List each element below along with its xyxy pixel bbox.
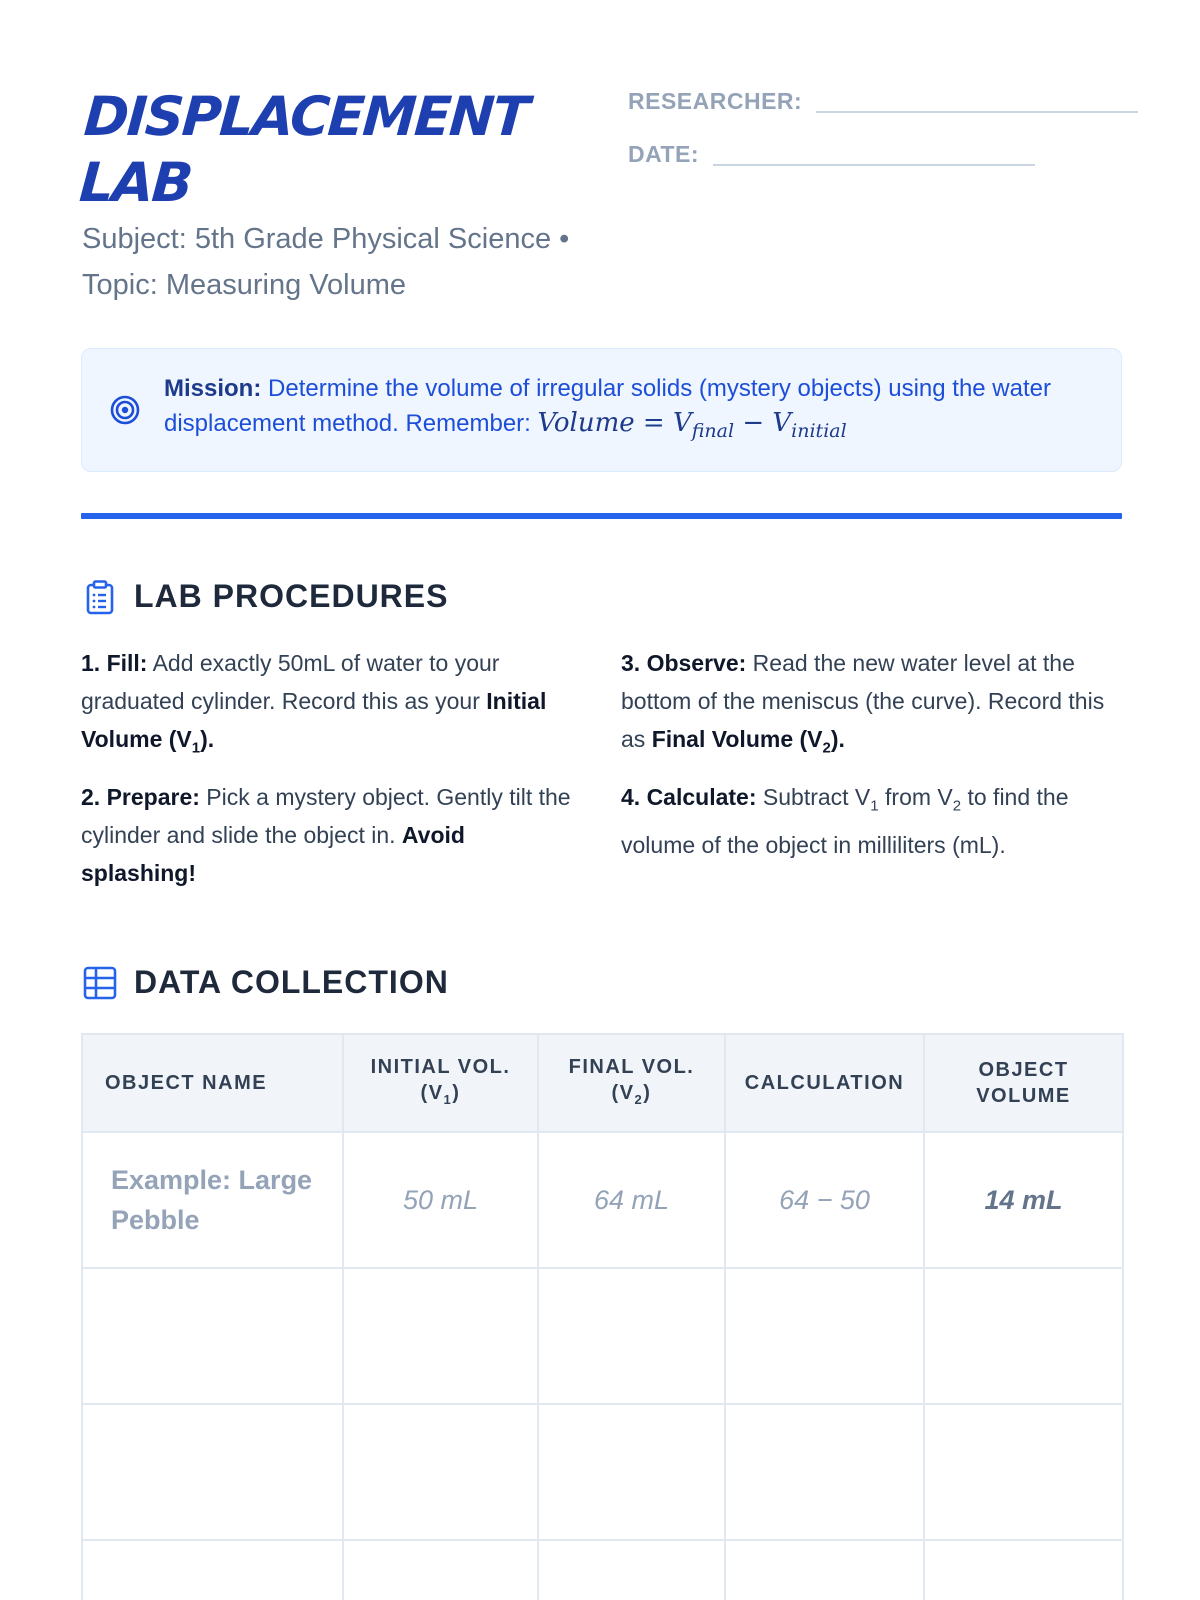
col-initial-label: INITIAL VOL. bbox=[370, 1055, 511, 1078]
clipboard-icon bbox=[82, 579, 118, 615]
col-final-sym: (V bbox=[611, 1081, 635, 1104]
date-field[interactable] bbox=[628, 141, 1035, 168]
blank-cell[interactable] bbox=[924, 1404, 1123, 1540]
step-1-end: ). bbox=[200, 726, 215, 752]
procedure-step-3 bbox=[621, 644, 1121, 768]
blank-cell[interactable] bbox=[343, 1268, 538, 1404]
researcher-field[interactable] bbox=[628, 88, 1138, 115]
step-2-bold: Avoid splashing! bbox=[81, 822, 465, 886]
researcher-line[interactable] bbox=[816, 111, 1138, 113]
formula-sub-initial: initial bbox=[791, 420, 847, 443]
mission-text bbox=[164, 372, 1097, 448]
procedures-heading bbox=[82, 578, 448, 615]
step-4-text-2: from V bbox=[878, 784, 953, 810]
step-1-text: Add exactly 50mL of water to your graduated cylinder. Record this as your bbox=[81, 650, 500, 714]
subtitle bbox=[82, 216, 642, 308]
blank-cell[interactable] bbox=[82, 1540, 343, 1600]
mission-label: Mission: bbox=[164, 374, 262, 402]
cell-calculation: 64 − 50 bbox=[725, 1132, 924, 1268]
col-object-volume bbox=[924, 1034, 1123, 1132]
table-header-row bbox=[82, 1034, 1123, 1132]
step-2-text: Pick a mystery object. Gently tilt the cylinder and slide the object in. bbox=[81, 784, 571, 848]
formula-minus: − V bbox=[734, 407, 792, 438]
mission-callout bbox=[81, 348, 1122, 472]
col-volume-line-1: OBJECT bbox=[978, 1059, 1069, 1081]
table-row bbox=[82, 1404, 1123, 1540]
date-line[interactable] bbox=[713, 164, 1035, 166]
procedure-step-1 bbox=[81, 644, 581, 768]
col-calculation: CALCULATION bbox=[725, 1034, 924, 1132]
table-icon bbox=[82, 965, 118, 1001]
step-1-label: 1. Fill: bbox=[81, 650, 148, 676]
blank-cell[interactable] bbox=[538, 1404, 725, 1540]
step-3-sub: 2 bbox=[822, 739, 831, 757]
col-final-volume: FINAL VOL. $(V_2)$ bbox=[538, 1034, 725, 1132]
blank-cell[interactable] bbox=[538, 1540, 725, 1600]
formula-part: Volume = V bbox=[537, 407, 692, 438]
blank-cell[interactable] bbox=[725, 1404, 924, 1540]
procedures-title: LAB PROCEDURES bbox=[134, 578, 449, 614]
blank-cell[interactable] bbox=[538, 1268, 725, 1404]
data-title: DATA COLLECTION bbox=[134, 964, 449, 1000]
procedure-step-4 bbox=[621, 778, 1121, 864]
blank-cell[interactable] bbox=[82, 1268, 343, 1404]
data-heading bbox=[82, 964, 449, 1001]
col-initial-volume: INITIAL VOL. $(V_1)$ bbox=[343, 1034, 538, 1132]
step-3-end: ). bbox=[830, 726, 845, 752]
blank-cell[interactable] bbox=[725, 1540, 924, 1600]
date-label: DATE: bbox=[628, 141, 700, 167]
data-table bbox=[81, 1033, 1124, 1600]
step-4-label: 4. Calculate: bbox=[621, 784, 757, 810]
step-4-text-3: to find the volume of the object in milliliters (mL). bbox=[621, 784, 1069, 858]
cell-initial-volume: 50 mL bbox=[343, 1132, 538, 1268]
blank-cell[interactable] bbox=[82, 1404, 343, 1540]
subtitle-subject: Subject: 5th Grade Physical Science • bbox=[82, 223, 570, 255]
col-final-label: FINAL VOL. bbox=[568, 1055, 695, 1078]
blank-cell[interactable] bbox=[924, 1268, 1123, 1404]
step-4-text-1: Subtract V bbox=[756, 784, 871, 810]
step-3-text: Read the new water level at the bottom of the meniscus (the curve). Record this as bbox=[621, 650, 1105, 752]
step-3-bold: Final Volume (V bbox=[651, 726, 823, 752]
formula-sub-final: final bbox=[691, 420, 735, 443]
title-line-2: LAB bbox=[77, 151, 194, 214]
blank-cell[interactable] bbox=[343, 1404, 538, 1540]
researcher-label: RESEARCHER: bbox=[628, 88, 803, 114]
table-row bbox=[82, 1268, 1123, 1404]
title-line-1: DISPLACEMENT bbox=[82, 85, 530, 148]
table-row bbox=[82, 1540, 1123, 1600]
step-4-sub-2: 2 bbox=[952, 797, 962, 815]
col-object-name: OBJECT NAME bbox=[82, 1034, 343, 1132]
blank-cell[interactable] bbox=[343, 1540, 538, 1600]
col-final-sub: 2 bbox=[634, 1091, 644, 1107]
subtitle-topic: Topic: Measuring Volume bbox=[82, 269, 406, 301]
col-initial-sym: (V bbox=[420, 1081, 444, 1104]
col-initial-sub: 1 bbox=[443, 1091, 453, 1107]
procedure-step-2 bbox=[81, 778, 581, 892]
section-divider bbox=[81, 513, 1122, 519]
cell-object-volume: 14 mL bbox=[924, 1132, 1123, 1268]
mission-body: Determine the volume of irregular solids (mystery objects) using the water displacement method. Remember: bbox=[164, 374, 1051, 437]
target-icon bbox=[108, 393, 142, 427]
step-2-label: 2. Prepare: bbox=[81, 784, 200, 810]
cell-final-volume: 64 mL bbox=[538, 1132, 725, 1268]
step-3-label: 3. Observe: bbox=[621, 650, 747, 676]
blank-cell[interactable] bbox=[725, 1268, 924, 1404]
step-1-bold: Initial Volume (V bbox=[81, 688, 547, 752]
col-volume-line-2: VOLUME bbox=[976, 1085, 1071, 1107]
table-row-example bbox=[82, 1132, 1123, 1268]
page-title bbox=[77, 84, 606, 216]
cell-object-name: Example: Large Pebble bbox=[82, 1132, 343, 1268]
header bbox=[77, 84, 1132, 314]
volume-formula bbox=[537, 407, 847, 443]
step-1-sub: 1 bbox=[191, 739, 201, 757]
step-4-sub-1: 1 bbox=[870, 797, 879, 815]
blank-cell[interactable] bbox=[924, 1540, 1123, 1600]
